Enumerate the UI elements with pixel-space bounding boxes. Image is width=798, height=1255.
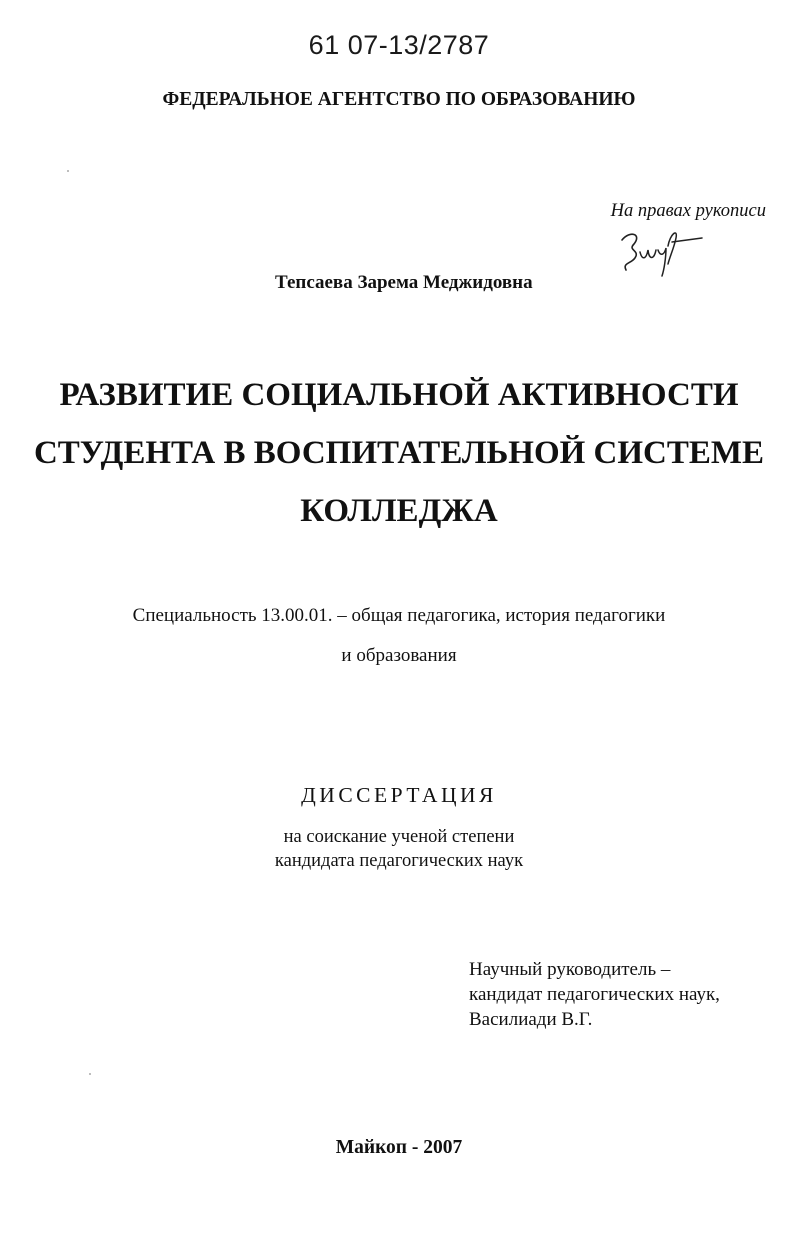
manuscript-note: На правах рукописи — [610, 201, 766, 221]
dissertation-title — [0, 366, 798, 540]
supervisor-line: Василиади В.Г. — [469, 1009, 593, 1030]
degree-description — [0, 825, 798, 873]
supervisor-line: Научный руководитель – — [469, 959, 671, 980]
degree-line: кандидата педагогических наук — [274, 851, 524, 871]
title-line: КОЛЛЕДЖА — [300, 493, 498, 529]
agency-name: ФЕДЕРАЛЬНОЕ АГЕНТСТВО ПО ОБРАЗОВАНИЮ — [162, 89, 636, 110]
supervisor-block — [469, 957, 720, 1032]
city-year: Майкоп - 2007 — [335, 1137, 463, 1158]
registration-number: 61 07-13/2787 — [308, 30, 490, 60]
title-line: РАЗВИТИЕ СОЦИАЛЬНОЙ АКТИВНОСТИ — [59, 377, 739, 413]
handwritten-signature — [616, 226, 706, 278]
title-line: СТУДЕНТА В ВОСПИТАТЕЛЬНОЙ СИСТЕМЕ — [33, 435, 765, 471]
degree-line: на соискание ученой степени — [283, 827, 515, 847]
author-name: Тепсаева Зарема Меджидовна — [275, 272, 533, 293]
scan-speck — [89, 1073, 91, 1075]
supervisor-line: кандидат педагогических наук, — [469, 984, 720, 1005]
specialty-line: Специальность 13.00.01. – общая педагогика, история педагогики — [132, 605, 666, 626]
specialty-line-continued: и образования — [341, 645, 457, 666]
dissertation-label: ДИССЕРТАЦИЯ — [301, 783, 497, 807]
scan-speck — [67, 170, 69, 172]
